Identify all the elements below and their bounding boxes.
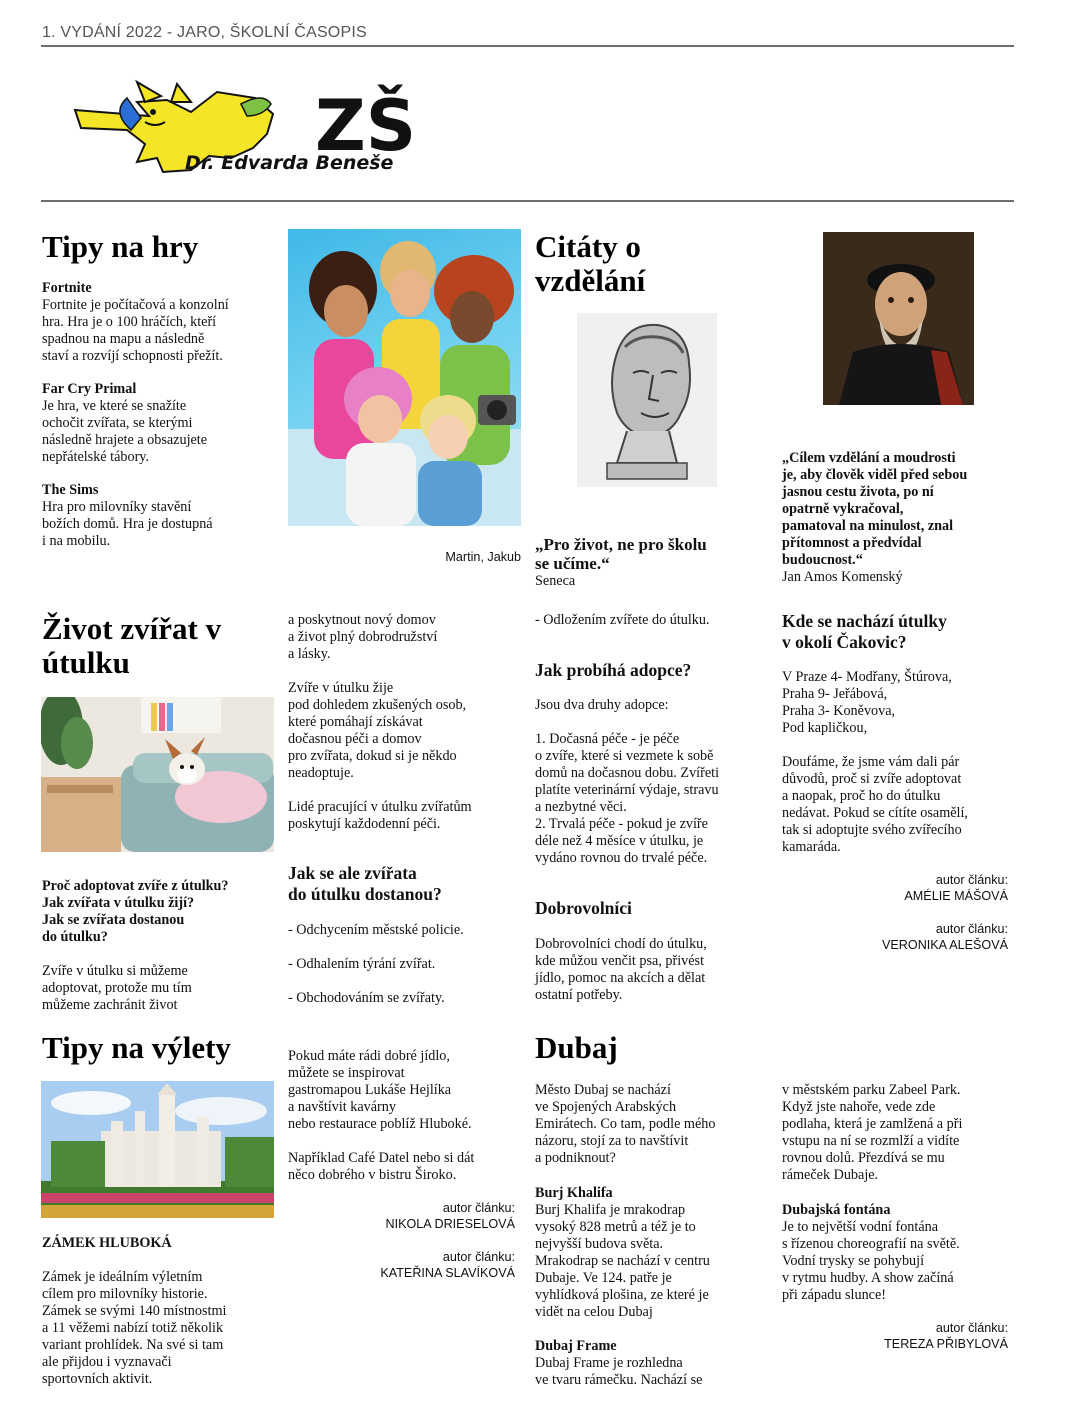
- shelter-paragraph: a poskytnout nový domov a život plný dobrodružství a lásky.: [288, 612, 438, 662]
- komensky-image: [823, 232, 974, 405]
- volunteers-text: Dobrovolníci chodí do útulku, kde můžou venčit psa, přivést jídlo, pomoc na akcích a dělat ostatní potřeby.: [535, 936, 707, 1003]
- author-name: TEREZA PŘIBYLOVÁ: [884, 1337, 1008, 1351]
- how-item: - Odložením zvířete do útulku.: [535, 612, 710, 628]
- trips-credits: [288, 1200, 515, 1281]
- adoption-title: Jak probíhá adopce?: [535, 660, 692, 680]
- games-authors: Martin, Jakub: [445, 550, 521, 564]
- issue-line: 1. VYDÁNÍ 2022 - JARO, ŠKOLNÍ ČASOPIS: [42, 24, 367, 41]
- dubai-credits: [782, 1320, 1008, 1352]
- shelter-title: Život zvířat v útulku: [42, 611, 222, 680]
- game-name: Fortnite: [42, 280, 92, 296]
- seneca-quote: „Pro život, ne pro školu se učíme.“: [535, 535, 707, 573]
- where-text: V Praze 4- Modřany, Štúrova, Praha 9- Jeřábová, Praha 3- Koněvova, Pod kapličkou,: [782, 669, 952, 736]
- burj-title: Burj Khalifa: [535, 1185, 613, 1201]
- credit-label: autor článku:: [935, 922, 1008, 936]
- dubai-col2-text: v městském parku Zabeel Park. Když jste nahoře, vede zde podlaha, která je zamlžená a při vstupu na ní se rozmlží a vidíte rovnou dolů. Přezdívá se mu rámeček Dubaje.: [782, 1082, 963, 1183]
- shelter-questions: Proč adoptovat zvíře z útulku? Jak zvířata v útulku žijí? Jak se zvířata dostanou do útulku?: [42, 878, 229, 945]
- trips-col2: [288, 1048, 518, 1184]
- seneca-image: [577, 313, 717, 487]
- dubai-intro: Město Dubaj se nachází ve Spojených Arabských Emirátech. Co tam, podle mého názoru, stojí za to navštívit a podniknout?: [535, 1082, 716, 1166]
- author-name: AMÉLIE MÁŠOVÁ: [904, 889, 1008, 903]
- shelter-credits: [782, 872, 1008, 953]
- how-item: - Odhalením týrání zvířat.: [288, 956, 436, 972]
- school-logo: [41, 72, 511, 180]
- trip-paragraph: Například Café Datel nebo si dát něco dobrého v bistru Široko.: [288, 1150, 475, 1183]
- adoption-intro: Jsou dva druhy adopce:: [535, 697, 669, 713]
- dubai-title: Dubaj: [535, 1030, 618, 1065]
- trip-paragraph: Pokud máte rádi dobré jídlo, můžete se inspirovat gastromapou Lukáše Hejlíka a navštívit kavárny nebo restaurace poblíž Hluboké.: [288, 1048, 472, 1132]
- games-title: Tipy na hry: [42, 229, 199, 264]
- game-text: Hra pro milovníky stavění božích domů. Hra je dostupná i na mobilu.: [42, 499, 213, 549]
- shelter-paragraph: Zvíře v útulku žije pod dohledem zkušených osob, které pomáhají získávat dočasnou péči a domov pro zvířata, dokud si je někdo neadoptuje.: [288, 680, 467, 781]
- game-text: Fortnite je počítačová a konzolní hra. Hra je o 100 hráčích, kteří spadnou na mapu a následně staví a rozvíjí schopnosti přežít.: [42, 297, 229, 364]
- logo-small-text: Dr. Edvarda Beneše: [185, 152, 394, 174]
- how-title: Jak se ale zvířata do útulku dostanou?: [288, 863, 442, 904]
- author-name: NIKOLA DRIESELOVÁ: [385, 1217, 515, 1231]
- quotes-title: Citáty o vzdělání: [535, 229, 646, 298]
- komensky-author: Jan Amos Komenský: [782, 569, 903, 585]
- trips-title: Tipy na výlety: [42, 1030, 231, 1065]
- komensky-quote: „Cílem vzdělání a moudrosti je, aby člověk viděl před sebou jasnou cestu života, po ní opatrně vykračoval, pamatoval na minulost, znal přítomnost a předvídal budoucnost.“: [782, 450, 968, 568]
- how-item: - Obchodováním se zvířaty.: [288, 990, 445, 1006]
- burj-text: Burj Khalifa je mrakodrap vysoký 828 metrů a též je to nejvyšší budova světa. Mrakodrap se nachází v centru Dubaje. Ve 124. patře je vyhlídková plošina, ze které je vidět na celou Dubaj: [535, 1202, 710, 1320]
- adoption-text: 1. Dočasná péče - je péče o zvíře, které si vezmete k sobě domů na dočasnou dobu. Zvířeti platíte veterinární výdaje, stravu a nezbytné věci. 2. Trvalá péče - pokud je zvíře déle než 4 měsíce v útulku, je vydáno rovnou do trvalé péče.: [535, 731, 720, 866]
- trip-place: ZÁMEK HLUBOKÁ: [42, 1235, 172, 1251]
- trip-text: Zámek je ideálním výletním cílem pro milovníky historie. Zámek se svými 140 místnostmi a 11 věžemi nabízí totiž několik variant prohlídek. Na své si tam ale přijdou i vyznavači sportovních aktivit.: [42, 1269, 227, 1387]
- frame-title: Dubaj Frame: [535, 1338, 617, 1354]
- shelter-paragraph: Lidé pracující v útulku zvířatům poskytují každodenní péči.: [288, 799, 472, 832]
- header-divider: [41, 45, 1014, 47]
- game-name: The Sims: [42, 482, 99, 498]
- where-title: Kde se nachází útulky v okolí Čakovic?: [782, 611, 947, 652]
- how-list: [288, 922, 518, 1007]
- how-item: - Odchycením městské policie.: [288, 922, 464, 938]
- shelter-col2: [288, 612, 518, 833]
- fountain-text: Je to největší vodní fontána s řízenou choreografií na světě. Vodní trysky se pohybují v rytmu hudby. A show začíná při západu slunce!: [782, 1219, 960, 1303]
- game-name: Far Cry Primal: [42, 381, 137, 397]
- volunteers-title: Dobrovolníci: [535, 898, 632, 918]
- game-text: Je hra, ve které se snažíte ochočit zvířata, se kterými následně hrajete a obsazujete nepřátelské tábory.: [42, 398, 208, 465]
- seneca-author: Seneca: [535, 573, 576, 589]
- author-name: VERONIKA ALEŠOVÁ: [882, 938, 1008, 952]
- credit-label: autor článku:: [935, 873, 1008, 887]
- credit-label: autor článku:: [442, 1250, 515, 1264]
- logo-big-text: ZŠ: [315, 85, 417, 167]
- shelter-dog-image: [41, 697, 274, 852]
- castle-image: [41, 1081, 274, 1218]
- games-list: [42, 280, 272, 550]
- masthead-divider: [41, 200, 1014, 202]
- sims-image: [288, 229, 521, 526]
- fountain-title: Dubajská fontána: [782, 1202, 891, 1218]
- credit-label: autor článku:: [442, 1201, 515, 1215]
- author-name: KATEŘINA SLAVÍKOVÁ: [380, 1266, 515, 1280]
- shelter-closing: Doufáme, že jsme vám dali pár důvodů, proč si zvíře adoptovat a naopak, proč ho do útulku nedávat. Pokud se cítíte osamělí, tak si adoptujte svého zvířecího kamaráda.: [782, 754, 968, 855]
- frame-text: Dubaj Frame je rozhledna ve tvaru rámečku. Nachází se: [535, 1355, 703, 1388]
- credit-label: autor článku:: [935, 1321, 1008, 1335]
- shelter-intro: Zvíře v útulku si můžeme adoptovat, protože mu tím můžeme zachránit život: [42, 963, 192, 1013]
